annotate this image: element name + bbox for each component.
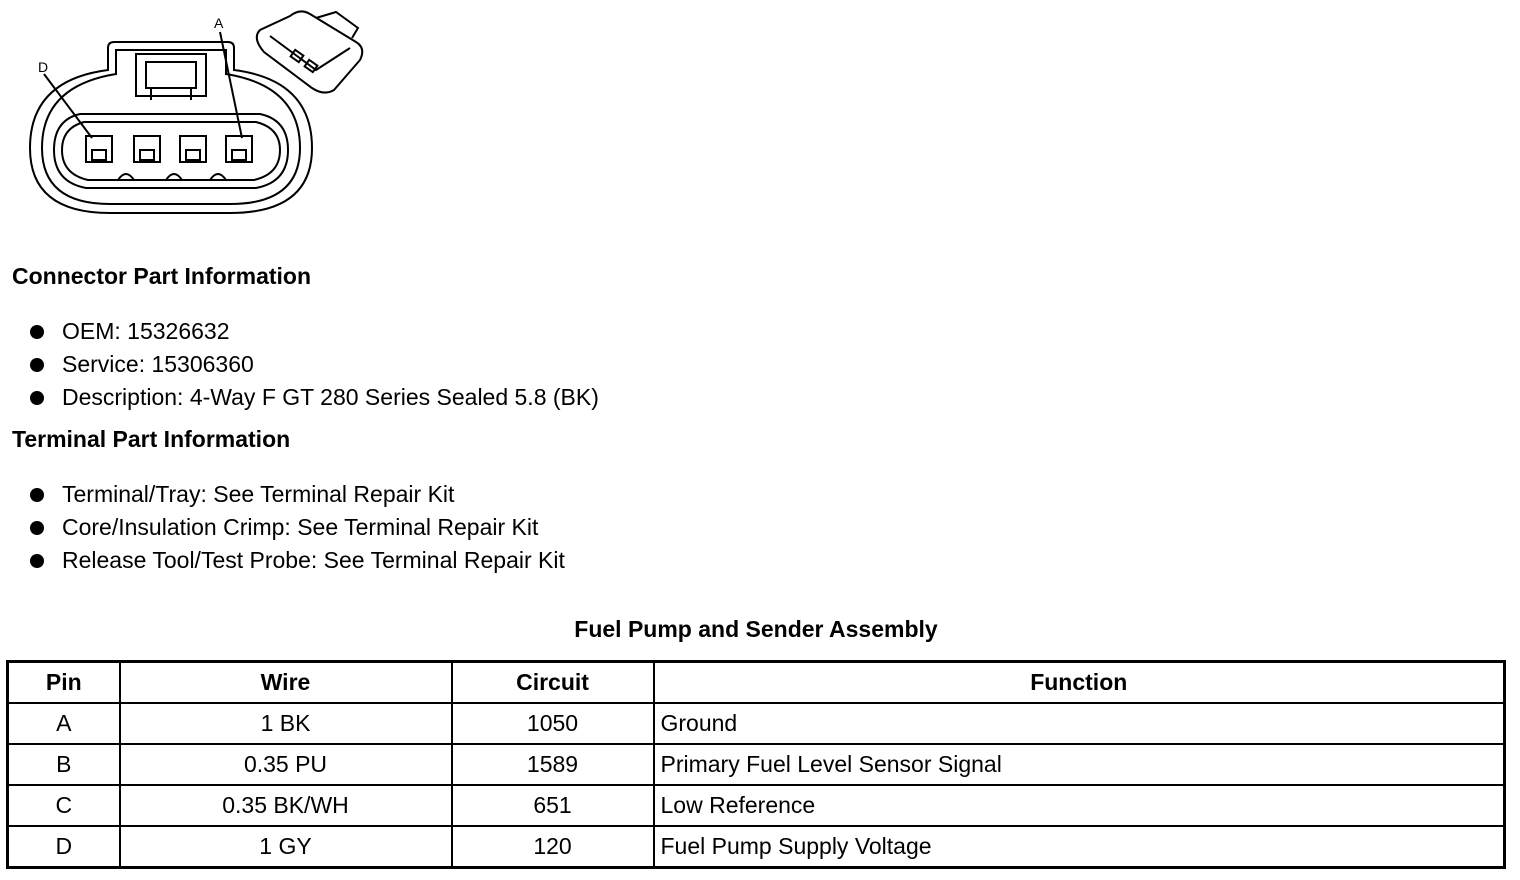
list-item — [28, 315, 599, 348]
connector-info-list — [28, 315, 599, 414]
header-circuit: Circuit — [452, 662, 654, 704]
header-wire: Wire — [120, 662, 452, 704]
connector-info-title: Connector Part Information — [12, 263, 312, 289]
list-item — [28, 348, 599, 381]
list-item — [28, 381, 599, 414]
table-row — [8, 744, 1505, 785]
cell-circuit: 120 — [452, 826, 654, 868]
bullet-icon — [30, 325, 44, 339]
pin-d-label: D — [38, 59, 49, 75]
cell-wire: 0.35 BK/WH — [120, 785, 452, 826]
cell-pin: A — [8, 703, 120, 744]
cell-wire: 1 BK — [120, 703, 452, 744]
header-function: Function — [654, 662, 1505, 704]
cell-function: Ground — [654, 703, 1505, 744]
connector-diagram — [20, 8, 380, 218]
table-row — [8, 703, 1505, 744]
cell-circuit: 651 — [452, 785, 654, 826]
cell-function: Fuel Pump Supply Voltage — [654, 826, 1505, 868]
cell-circuit: 1589 — [452, 744, 654, 785]
bullet-icon — [30, 358, 44, 372]
cell-function: Low Reference — [654, 785, 1505, 826]
table-title: Fuel Pump and Sender Assembly — [574, 616, 938, 642]
list-item-text: Release Tool/Test Probe: See Terminal Repair Kit — [62, 547, 565, 573]
cell-wire: 0.35 PU — [120, 744, 452, 785]
list-item-text: Description: 4-Way F GT 280 Series Sealed 5.8 (BK) — [62, 384, 599, 410]
cell-wire: 1 GY — [120, 826, 452, 868]
bullet-icon — [30, 488, 44, 502]
list-item — [28, 511, 565, 544]
pinout-table — [6, 660, 1506, 869]
list-item — [28, 544, 565, 577]
pin-a-label: A — [214, 15, 224, 31]
cell-function: Primary Fuel Level Sensor Signal — [654, 744, 1505, 785]
table-row — [8, 826, 1505, 868]
table-header-row — [8, 662, 1505, 704]
terminal-info-list — [28, 478, 565, 577]
list-item — [28, 478, 565, 511]
terminal-info-title: Terminal Part Information — [12, 426, 291, 452]
cell-pin: D — [8, 826, 120, 868]
cell-circuit: 1050 — [452, 703, 654, 744]
list-item-text: Service: 15306360 — [62, 351, 254, 377]
list-item-text: Core/Insulation Crimp: See Terminal Repair Kit — [62, 514, 539, 540]
list-item-text: OEM: 15326632 — [62, 318, 230, 344]
list-item-text: Terminal/Tray: See Terminal Repair Kit — [62, 481, 455, 507]
bullet-icon — [30, 391, 44, 405]
table-row — [8, 785, 1505, 826]
bullet-icon — [30, 521, 44, 535]
cell-pin: C — [8, 785, 120, 826]
bullet-icon — [30, 554, 44, 568]
cell-pin: B — [8, 744, 120, 785]
header-pin: Pin — [8, 662, 120, 704]
